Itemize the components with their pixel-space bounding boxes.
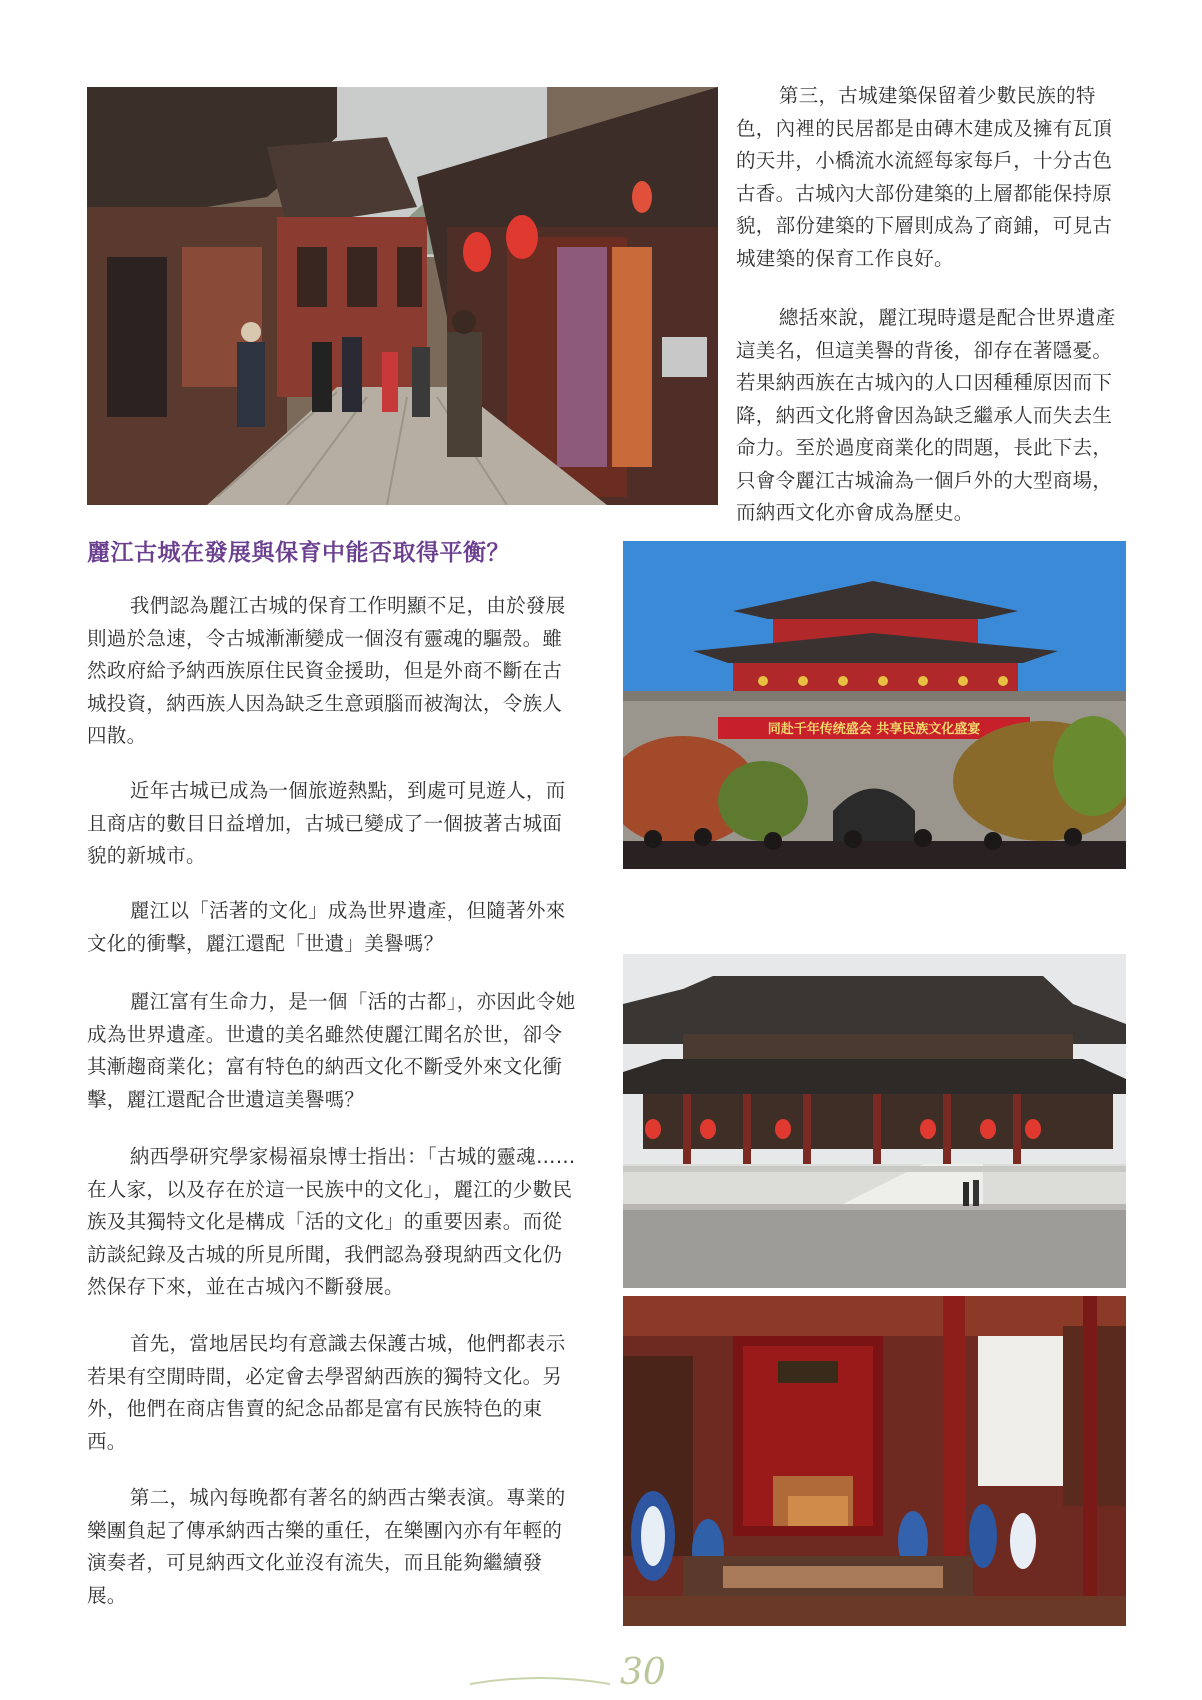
page-number-flourish	[470, 1668, 610, 1690]
street-scene-illustration	[87, 87, 718, 505]
palace-hall-illustration	[623, 954, 1126, 1288]
paragraph-residents-awareness: 首先，當地居民均有意識去保護古城，他們都表示若果有空閒時間，必定會去學習納西族的獨特文化。另外，他們在商店售賣的紀念品都是富有民族特色的東西。	[87, 1332, 566, 1453]
photo-city-gate	[623, 541, 1126, 869]
photo-old-town-street	[87, 87, 718, 505]
paragraph-naxi-music: 第二，城內每晚都有著名的納西古樂表演。專業的樂團負起了傳承納西古樂的重任，在樂團內亦有年輕的演奏者，可見納西文化並沒有流失，而且能夠繼續發展。	[87, 1486, 566, 1607]
paragraph-architecture: 第三，古城建築保留着少數民族的特色，內裡的民居都是由磚木建成及擁有瓦頂的天井，小橋流水流經每家每戶，十分古色古香。古城內大部份建築的上層都能保持原貌，部份建築的下層則成為了商鋪，可見古城建築的保育工作良好。	[736, 84, 1113, 270]
city-gate-illustration	[623, 541, 1126, 869]
throne-interior-illustration	[623, 1296, 1126, 1626]
paragraph-scholar-quote: 納西學研究學家楊福泉博士指出：「古城的靈魂……在人家，以及存在於這一民族中的文化」，麗江的少數民族及其獨特文化是構成「活的文化」的重要因素。而從訪談紀錄及古城的所見所聞，我們認為發現納西文化仍然保存下來，並在古城內不斷發展。	[87, 1145, 576, 1298]
paragraph-tourism-hotspot: 近年古城已成為一個旅遊熱點，到處可見遊人，而且商店的數目日益增加，古城已變成了一個披著古城面貌的新城市。	[87, 779, 566, 867]
section-heading: 麗江古城在發展與保育中能否取得平衡？	[87, 540, 510, 566]
paragraph-summary: 總括來說，麗江現時還是配合世界遺產這美名，但這美譽的背後，卻存在著隱憂。若果納西族在古城內的人口因種種原因而下降，納西文化將會因為缺乏繼承人而失去生命力。至於過度商業化的問題，長此下去，只會令麗江古城淪為一個戶外的大型商場，而納西文化亦會成為歷史。	[736, 306, 1116, 524]
paragraph-conservation-insufficient: 我們認為麗江古城的保育工作明顯不足，由於發展則過於急速，令古城漸漸變成一個沒有靈魂的驅殼。雖然政府給予納西族原住民資金援助，但是外商不斷在古城投資，納西族人因為缺乏生意頭腦而被淘汰，令族人四散。	[87, 594, 566, 747]
photo-throne-interior	[623, 1296, 1126, 1626]
page-number: 30	[620, 1652, 666, 1693]
gate-banner-text: 同赴千年传统盛会 共享民族文化盛宴	[767, 722, 981, 737]
paragraph-living-culture-question: 麗江以「活著的文化」成為世界遺產，但隨著外來文化的衝擊，麗江還配「世遺」美譽嗎？	[87, 899, 566, 955]
paragraph-living-ancient-capital: 麗江富有生命力，是一個「活的古都」，亦因此令她成為世界遺產。世遺的美名雖然使麗江聞名於世，卻令其漸趨商業化；富有特色的納西文化不斷受外來文化衝擊，麗江還配合世遺這美譽嗎？	[87, 990, 576, 1111]
photo-palace-hall	[623, 954, 1126, 1288]
